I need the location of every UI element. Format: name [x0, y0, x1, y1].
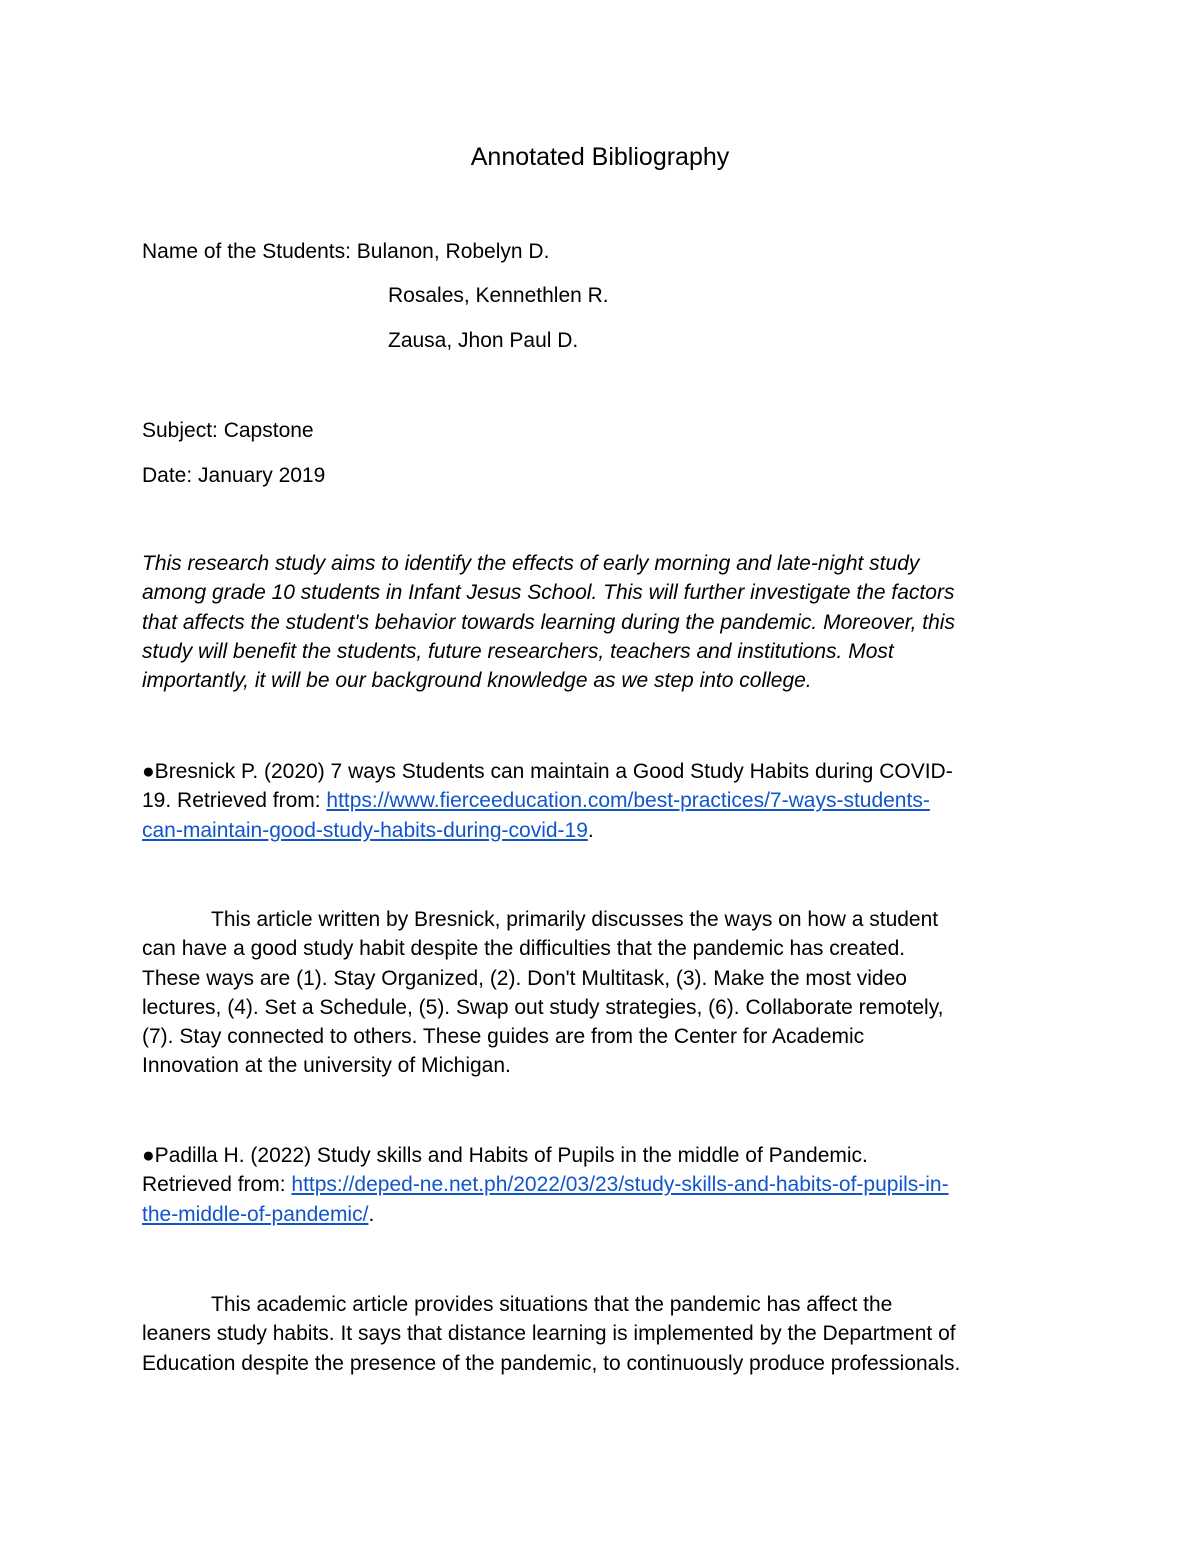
- reference-retrieved-line: [142, 786, 1072, 815]
- subject-line: Subject: Capstone: [142, 419, 314, 442]
- annotation-line: These ways are (1). Stay Organized, (2). Don't Multitask, (3). Make the most video: [142, 966, 907, 990]
- date-line: Date: January 2019: [142, 464, 326, 487]
- retrieved-label: Retrieved from:: [142, 1173, 292, 1197]
- student-name-2: Rosales, Kennethlen R.: [388, 284, 609, 307]
- reference-link-continuation[interactable]: the-middle-of-pandemic/: [142, 1202, 369, 1226]
- annotation-line: This academic article provides situations that the pandemic has affect the: [211, 1293, 893, 1316]
- annotation-line: (7). Stay connected to others. These guides are from the Center for Academic: [142, 1025, 865, 1049]
- reference-citation: ●Bresnick P. (2020) 7 ways Students can maintain a Good Study Habits during COVID-: [142, 760, 953, 783]
- reference-retrieved-line: [142, 1170, 1072, 1199]
- reference-link-continued: [142, 816, 1072, 845]
- annotation-paragraph-padilla: [142, 1290, 1072, 1378]
- retrieved-label: 19. Retrieved from:: [142, 789, 327, 813]
- annotation-line: can have a good study habit despite the difficulties that the pandemic has created.: [142, 937, 906, 961]
- reference-period: .: [368, 1202, 375, 1226]
- annotation-line: Education despite the presence of the pandemic, to continuously produce professionals.: [142, 1351, 961, 1375]
- annotation-line: Innovation at the university of Michigan.: [142, 1054, 511, 1078]
- annotation-line: leaners study habits. It says that distance learning is implemented by the Department of: [142, 1322, 956, 1346]
- abstract-line: study will benefit the students, future researchers, teachers and institutions. Most: [142, 639, 894, 663]
- abstract-line: that affects the student's behavior towards learning during the pandemic. Moreover, this: [142, 610, 955, 634]
- reference-link-continuation[interactable]: can-maintain-good-study-habits-during-covid-19: [142, 818, 588, 842]
- students-label: Name of the Students: Bulanon, Robelyn D.: [142, 240, 550, 263]
- reference-link[interactable]: https://deped-ne.net.ph/2022/03/23/study-skills-and-habits-of-pupils-in-: [291, 1173, 949, 1197]
- abstract-line: This research study aims to identify the effects of early morning and late-night study: [142, 552, 920, 575]
- reference-citation: ●Padilla H. (2022) Study skills and Habits of Pupils in the middle of Pandemic.: [142, 1144, 868, 1167]
- abstract-paragraph: [142, 549, 1072, 695]
- reference-period: .: [587, 818, 594, 842]
- annotation-line: This article written by Bresnick, primarily discusses the ways on how a student: [211, 908, 939, 931]
- abstract-line: among grade 10 students in Infant Jesus School. This will further investigate the factors: [142, 581, 955, 605]
- abstract-line: importantly, it will be our background knowledge as we step into college.: [142, 669, 812, 693]
- reference-entry-bresnick: [142, 757, 1072, 845]
- annotation-line: lectures, (4). Set a Schedule, (5). Swap out study strategies, (6). Collaborate remotely,: [142, 995, 944, 1019]
- document-title: Annotated Bibliography: [470, 143, 730, 171]
- student-name-3: Zausa, Jhon Paul D.: [388, 329, 579, 352]
- reference-link[interactable]: https://www.fierceeducation.com/best-practices/7-ways-students-: [326, 789, 930, 813]
- annotation-paragraph-bresnick: [142, 905, 1072, 1081]
- reference-link-continued: [142, 1200, 1072, 1229]
- reference-entry-padilla: [142, 1141, 1072, 1229]
